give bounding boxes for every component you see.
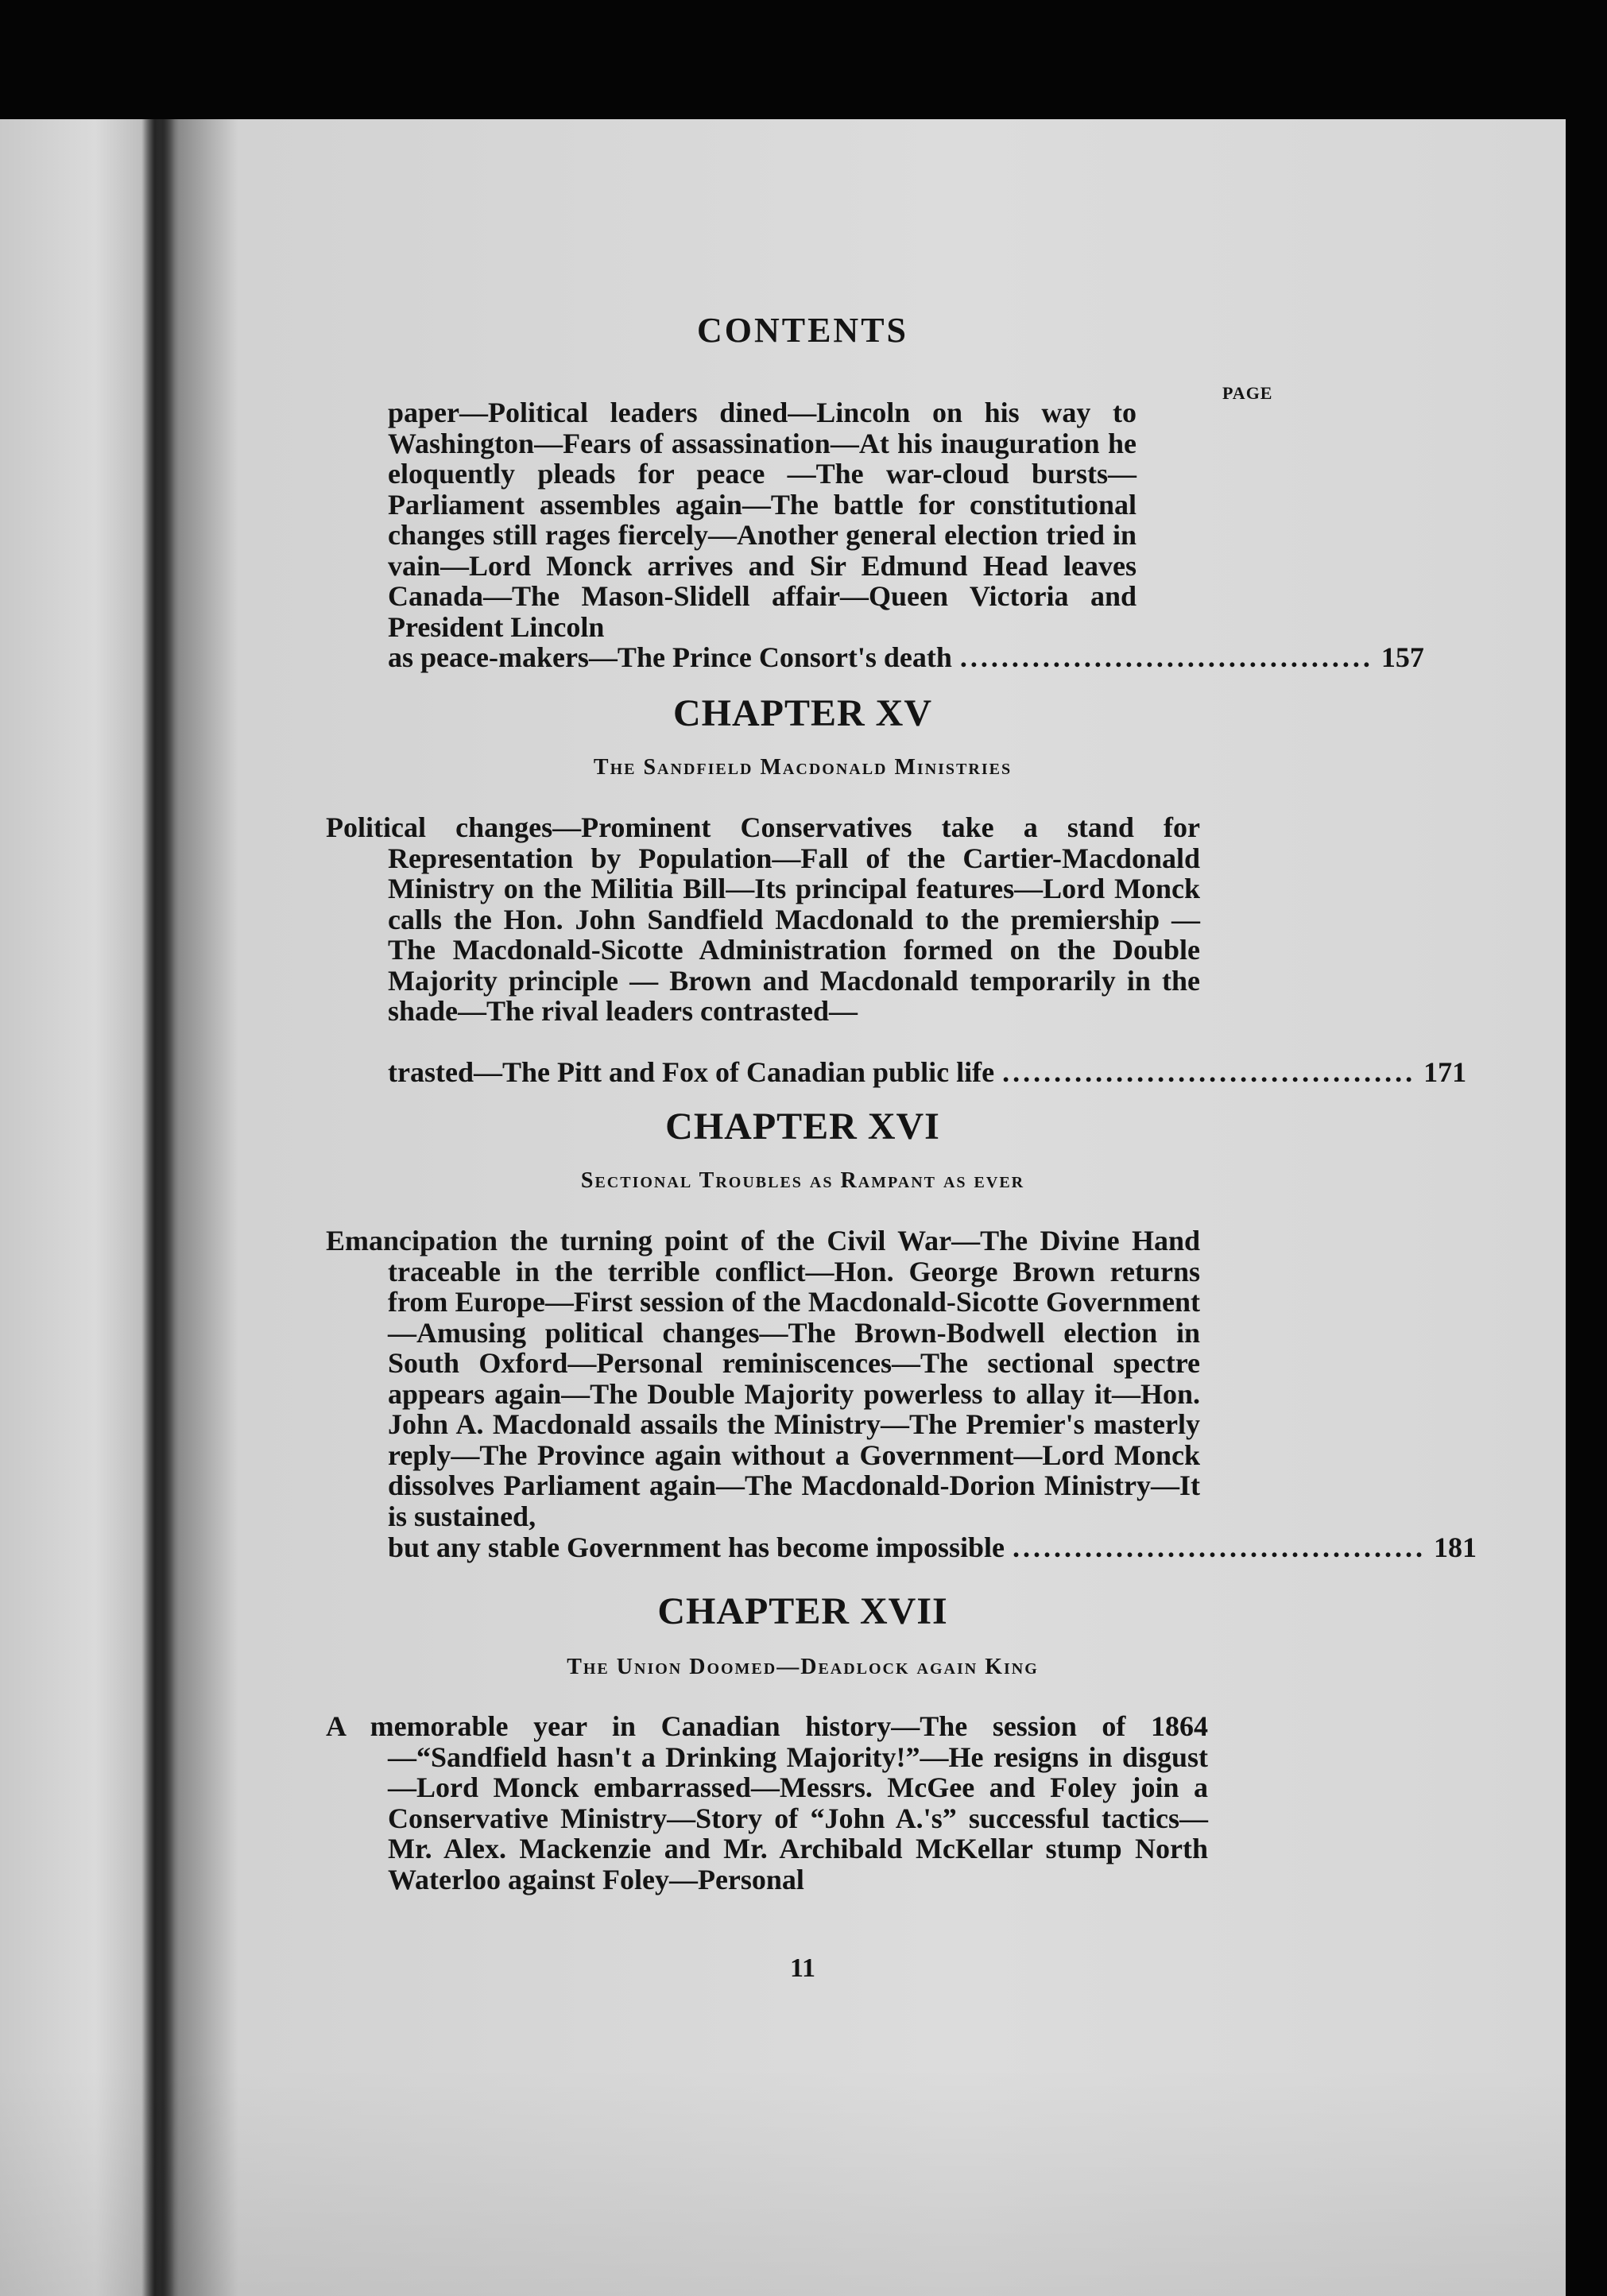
dot-leader: ........................................: [959, 641, 1373, 673]
folio: 11: [789, 1953, 816, 1983]
entry-last-line: [326, 1531, 1477, 1563]
running-head: CONTENTS: [696, 311, 909, 350]
entry-last-text: trasted—The Pitt and Fox of Canadian public life: [388, 1056, 995, 1088]
chapter-subtitle: Sectional Troubles as Rampant as ever: [580, 1168, 1025, 1193]
toc-entry: [326, 1225, 1280, 1531]
entry-body: Emancipation the turning point of the Civil War—The Divine Hand traceable in the terrible conflict—Hon. George Brown returns from Europe—First session of the Macdonald-Sicotte Government—Amusing political changes—The Brown-Bodwell election in South Oxford—Personal reminiscences—The sectional spectre appears again—The Double Majority powerless to allay it—Hon. John A. Macdonald assails the Ministry—The Premier's masterly reply—The Province again without a Government—Lord Monck dissolves Parliament again—The Macdonald-Dorion Ministry—It is sustained,: [326, 1225, 1200, 1532]
page-shadow: [0, 2066, 1566, 2296]
entry-last-line: [326, 1056, 1467, 1088]
chapter-subtitle: The Union Doomed—Deadlock again King: [567, 1655, 1039, 1679]
chapter-heading: CHAPTER XVII: [657, 1590, 948, 1632]
toc-entry-continued: [326, 397, 1424, 673]
book-gutter: [141, 119, 175, 2296]
entry-page-number: 157: [1380, 641, 1424, 673]
entry-body: Political changes—Prominent Conservatives take a stand for Representation by Population—Fall of the Cartier-Macdonald Ministry on the Militia Bill—Its principal features—Lord Monck calls the Hon. John Sandfield Macdonald to the premiership — The Macdonald-Sicotte Administration formed on the Double Majority principle — Brown and Macdonald temporarily in the shade—The rival leaders contrasted—: [326, 811, 1200, 1027]
chapter-subtitle: The Sandfield Macdonald Ministries: [593, 755, 1013, 780]
entry-page-number: 171: [1423, 1056, 1467, 1088]
toc-entry-footer: [326, 1056, 1467, 1088]
dot-leader: ........................................: [1002, 1056, 1416, 1088]
toc-entry: [326, 1711, 1280, 1895]
dot-leader: ........................................: [1013, 1531, 1427, 1563]
entry-last-text: but any stable Government has become impossible: [388, 1531, 1005, 1563]
entry-page-number: 181: [1434, 1531, 1477, 1563]
toc-entry: [326, 812, 1280, 1027]
entry-last-line: [326, 641, 1424, 673]
page-column-label: PAGE: [1222, 383, 1273, 403]
chapter-heading: CHAPTER XV: [672, 692, 932, 734]
toc-entry-footer: [326, 1531, 1477, 1563]
scan-border-top: [0, 0, 1607, 119]
scan-border-right: [1566, 0, 1607, 2296]
chapter-heading: CHAPTER XVI: [665, 1105, 940, 1148]
entry-body: paper—Political leaders dined—Lincoln on his way to Washington—Fears of assassination—At his inauguration he eloquently pleads for peace —The war-cloud bursts—Parliament assembles again—The battle for constitutional changes still rages fiercely—Another general election tried in vain—Lord Monck arrives and Sir Edmund Head leaves Canada—The Mason-Slidell affair—Queen Victoria and President Lincoln: [388, 397, 1137, 643]
entry-last-text: as peace-makers—The Prince Consort's death: [388, 641, 952, 673]
entry-body: A memorable year in Canadian history—The session of 1864—“Sandfield hasn't a Drinking Majority!”—He resigns in disgust—Lord Monck embarrassed—Messrs. McGee and Foley join a Conservative Ministry—Story of “John A.'s” successful tactics—Mr. Alex. Mackenzie and Mr. Archibald McKellar stump North Waterloo against Foley—Personal: [326, 1710, 1208, 1895]
